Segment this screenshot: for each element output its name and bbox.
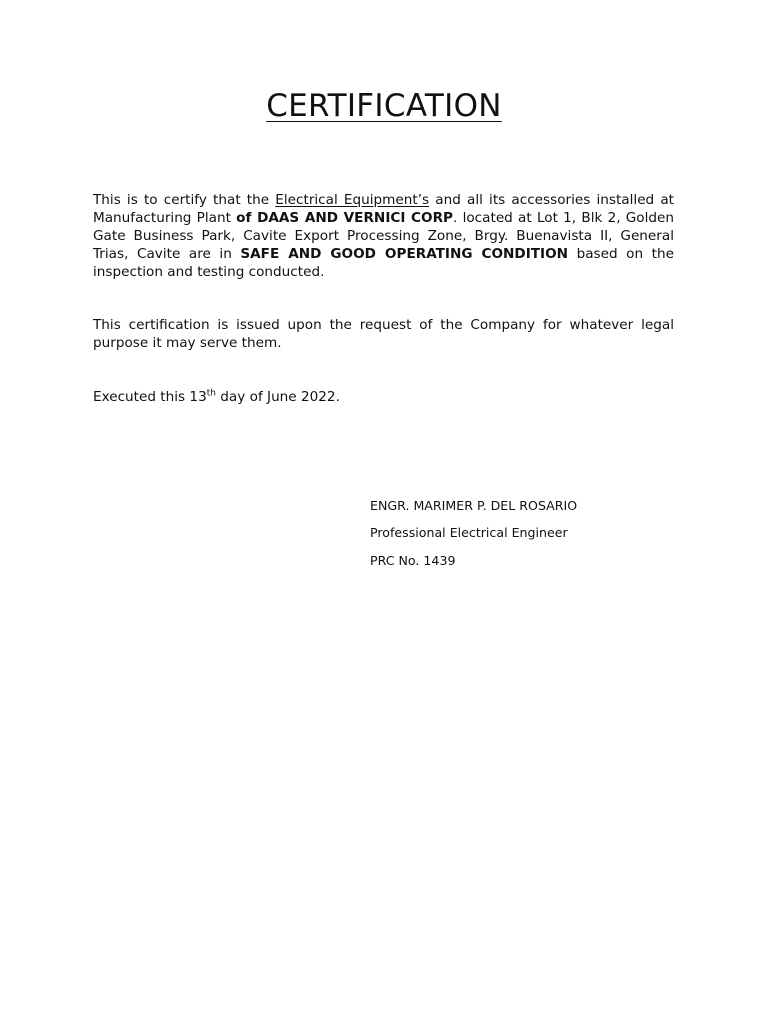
executed-date	[93, 388, 674, 406]
paragraph-text-2: and all its accessories installed at Manufacturing Plant	[93, 192, 674, 226]
paragraph-text-1: This is to certify that the	[93, 192, 276, 208]
document-title: CERTIFICATION	[266, 88, 502, 124]
purpose-paragraph: This certification is issued upon the request of the Company for whatever legal purpose it may serve them.	[93, 317, 674, 351]
paragraph-text-4: based on the inspection and testing conducted.	[93, 246, 674, 280]
company-name: of DAAS AND VERNICI CORP	[236, 210, 454, 226]
condition-text: SAFE AND GOOD OPERATING CONDITION	[240, 246, 569, 262]
signatory-name: ENGR. MARIMER P. DEL ROSARIO	[370, 498, 578, 513]
signatory-license: PRC No. 1439	[370, 553, 456, 568]
certification-paragraph	[93, 191, 674, 281]
executed-suffix: day of June 2022.	[215, 389, 340, 405]
signatory-position: Professional Electrical Engineer	[370, 525, 568, 540]
paragraph-text-3: . located at Lot 1, Blk 2, Golden Gate Business Park, Cavite Export Processing Zone, Brgy. Buenavista II, General Trias, Cavite are in	[93, 210, 675, 262]
equipment-text: Electrical Equipment’s	[275, 192, 430, 208]
executed-prefix: Executed this 13	[93, 389, 207, 405]
executed-ordinal: th	[206, 388, 216, 399]
